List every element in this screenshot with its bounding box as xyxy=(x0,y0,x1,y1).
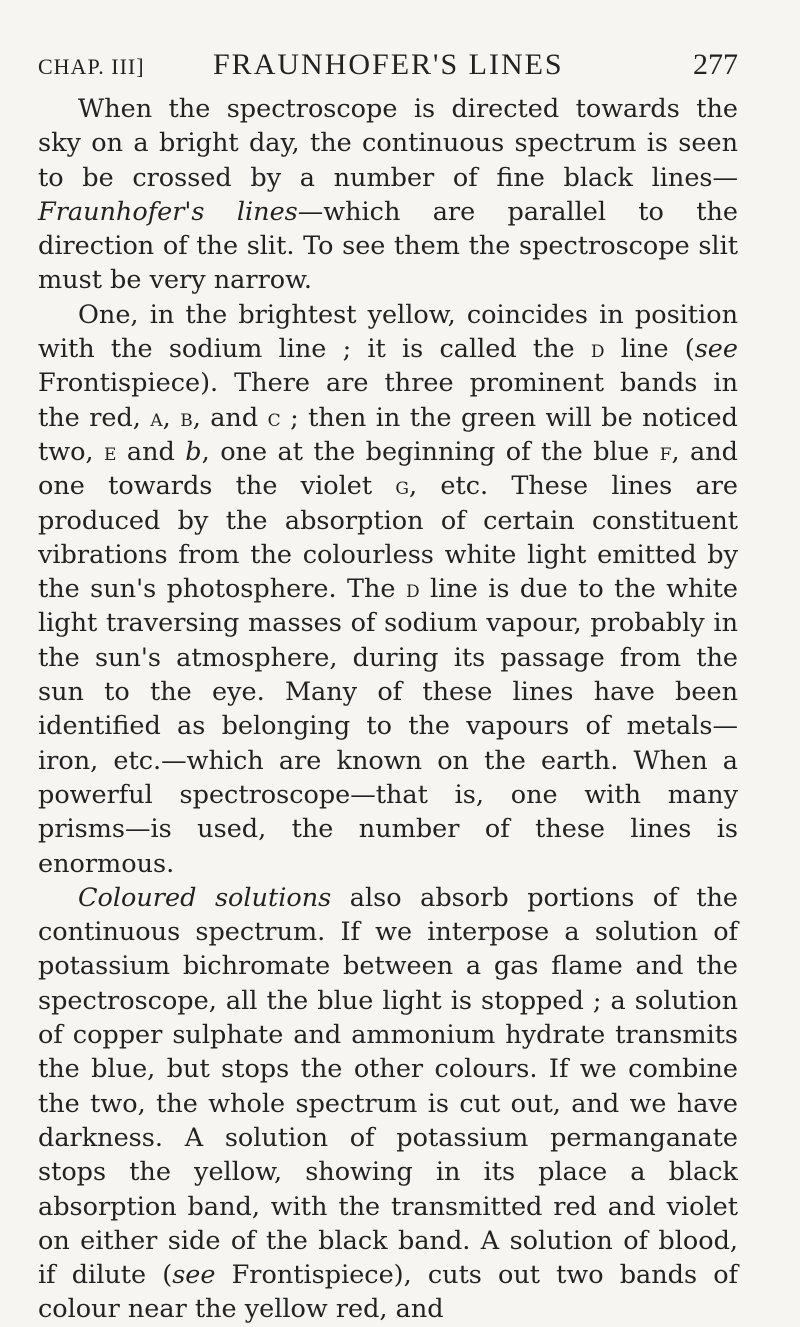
paragraph-1 xyxy=(38,92,738,298)
text-run: , and one towards the violet xyxy=(38,436,738,502)
paragraph-3 xyxy=(38,881,738,1327)
text-run: and xyxy=(116,436,186,467)
page-title: FRAUNHOFER'S LINES xyxy=(213,48,564,81)
small-caps-letter: e xyxy=(104,437,117,466)
text-run: line is due to the white light traversing masses of sodium vapour, probably in the sun's atmosphere, during its passage from the sun to the eye. Many of these lines have been identified as belonging to the vapours of metals—iron, etc.—which are known on the earth. When a powerful spectroscope—that is, one with many prisms—is used, the number of these lines is enormous. xyxy=(38,574,738,879)
paragraph-2 xyxy=(38,298,738,881)
small-caps-letter: d xyxy=(590,335,605,364)
small-caps-letter: b xyxy=(180,403,193,432)
text-run: When the spectroscope is directed towards the sky on a bright day, the continuous spectrum is seen to be crossed by a number of fine black lines— xyxy=(38,94,738,193)
small-caps-letter: a xyxy=(150,403,163,432)
text-run: , xyxy=(162,402,181,433)
page-number: 277 xyxy=(693,48,738,81)
text-run: ; then in the green will be noticed two, xyxy=(38,402,738,467)
italic-text: Fraunhofer's lines xyxy=(38,196,298,227)
italic-text: Coloured solutions xyxy=(78,882,332,913)
small-caps-letter: g xyxy=(395,472,409,501)
book-page xyxy=(38,48,738,1327)
body-text xyxy=(38,92,738,1327)
italic-text: b xyxy=(185,436,202,467)
text-run: Frontispiece). There are three prominent bands in the red, xyxy=(38,368,738,433)
text-run: —which are parallel to the direction of the slit. To see them the spectroscope slit must be very narrow. xyxy=(38,196,738,296)
italic-text: see xyxy=(172,1260,216,1291)
text-run: , etc. These lines are produced by the absorption of certain constituent vibrations from the colourless white light emitted by the sun's photosphere. The xyxy=(38,471,738,605)
text-run: Frontispiece), cuts out two bands of colour near the yellow red, and xyxy=(38,1260,738,1325)
text-run: , and xyxy=(192,402,268,433)
small-caps-letter: d xyxy=(405,575,420,604)
chapter-label: CHAP. III] xyxy=(38,54,145,79)
text-run: also absorb portions of the continuous spectrum. If we interpose a solution of potassium bichromate between a gas flame and the spectroscope, all the blue light is stopped ; a solution of copper sulphate and ammonium hydrate transmits the blue, but stops the other colours. If we combine the two, the whole spectrum is cut out, and we have darkness. A solution of potassium permanganate stops the yellow, showing in its place a black absorption band, with the transmitted red and violet on either side of the black band. A solution of blood, if dilute ( xyxy=(38,882,738,1291)
running-head xyxy=(38,48,738,92)
text-run: One, in the brightest yellow, coincides in position with the sodium line ; it is called the xyxy=(38,299,738,365)
text-run: line ( xyxy=(604,334,695,365)
text-run: , one at the beginning of the blue xyxy=(201,436,660,467)
italic-text: see xyxy=(694,334,738,365)
small-caps-letter: f xyxy=(659,437,672,466)
small-caps-letter: c xyxy=(267,403,281,432)
